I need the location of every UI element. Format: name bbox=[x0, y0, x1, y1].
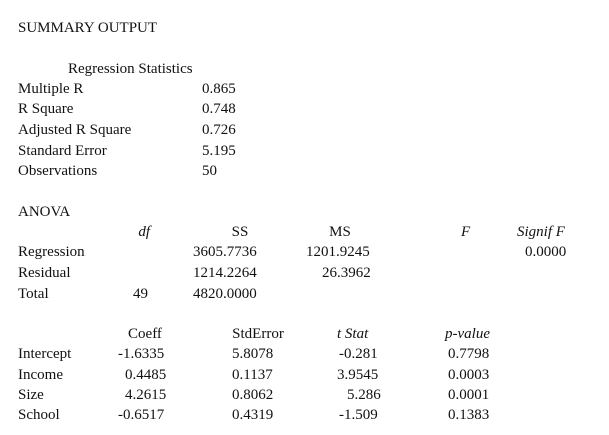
anova-header-ss: SS bbox=[231, 224, 249, 240]
anova-row-label-regression: Regression bbox=[18, 244, 85, 260]
coef-school-coeff: -0.6517 bbox=[118, 407, 165, 423]
stat-label-r-square: R Square bbox=[18, 101, 74, 117]
coef-income-stderror: 0.1137 bbox=[232, 367, 273, 383]
stat-label-multiple-r: Multiple R bbox=[18, 81, 84, 97]
coef-size-stderror: 0.8062 bbox=[232, 387, 274, 403]
coef-size-tstat: 5.286 bbox=[347, 387, 381, 403]
coef-school-tstat: -1.509 bbox=[339, 407, 378, 423]
anova-regression-ms: 1201.9245 bbox=[306, 244, 370, 260]
coef-income-coeff: 0.4485 bbox=[125, 367, 167, 383]
anova-regression-ss: 3605.7736 bbox=[193, 244, 257, 260]
coef-row-label-size: Size bbox=[18, 387, 44, 403]
coef-intercept-stderror: 5.8078 bbox=[232, 346, 274, 362]
coef-intercept-coeff: -1.6335 bbox=[118, 346, 165, 362]
anova-total-ss: 4820.0000 bbox=[193, 286, 257, 302]
stat-value-standard-error: 5.195 bbox=[202, 143, 236, 159]
coef-header-tstat: t Stat bbox=[337, 326, 369, 342]
stat-value-r-square: 0.748 bbox=[202, 101, 236, 117]
anova-header-f: F bbox=[461, 224, 471, 240]
coef-header-stderror: StdError bbox=[232, 326, 284, 342]
anova-regression-signif-f: 0.0000 bbox=[525, 244, 567, 260]
stat-value-observations: 50 bbox=[202, 163, 217, 179]
coef-school-pvalue: 0.1383 bbox=[448, 407, 490, 423]
anova-header-signif-f: Signif F bbox=[517, 224, 565, 240]
anova-row-label-total: Total bbox=[18, 286, 49, 302]
coef-school-stderror: 0.4319 bbox=[232, 407, 274, 423]
anova-row-label-residual: Residual bbox=[18, 265, 71, 281]
stat-label-adjusted-r-square: Adjusted R Square bbox=[18, 122, 132, 138]
coef-header-pvalue: p-value bbox=[445, 326, 490, 342]
stat-label-observations: Observations bbox=[18, 163, 98, 179]
stat-value-adjusted-r-square: 0.726 bbox=[202, 122, 236, 138]
anova-header-ms: MS bbox=[329, 224, 351, 240]
coef-row-label-school: School bbox=[18, 407, 60, 423]
anova-header-df: df bbox=[138, 224, 150, 240]
coef-intercept-pvalue: 0.7798 bbox=[448, 346, 490, 362]
coef-row-label-income: Income bbox=[18, 367, 63, 383]
coef-header-coeff: Coeff bbox=[128, 326, 162, 342]
anova-residual-ss: 1214.2264 bbox=[193, 265, 257, 281]
regression-statistics-heading: Regression Statistics bbox=[68, 61, 193, 77]
stat-value-multiple-r: 0.865 bbox=[202, 81, 236, 97]
anova-heading: ANOVA bbox=[18, 204, 71, 220]
stat-label-standard-error: Standard Error bbox=[18, 143, 107, 159]
coef-income-tstat: 3.9545 bbox=[337, 367, 379, 383]
anova-total-df: 49 bbox=[133, 286, 148, 302]
coef-size-pvalue: 0.0001 bbox=[448, 387, 490, 403]
coef-intercept-tstat: -0.281 bbox=[339, 346, 378, 362]
summary-title: SUMMARY OUTPUT bbox=[18, 20, 158, 36]
coef-size-coeff: 4.2615 bbox=[125, 387, 167, 403]
coef-income-pvalue: 0.0003 bbox=[448, 367, 490, 383]
coef-row-label-intercept: Intercept bbox=[18, 346, 72, 362]
anova-residual-ms: 26.3962 bbox=[322, 265, 371, 281]
